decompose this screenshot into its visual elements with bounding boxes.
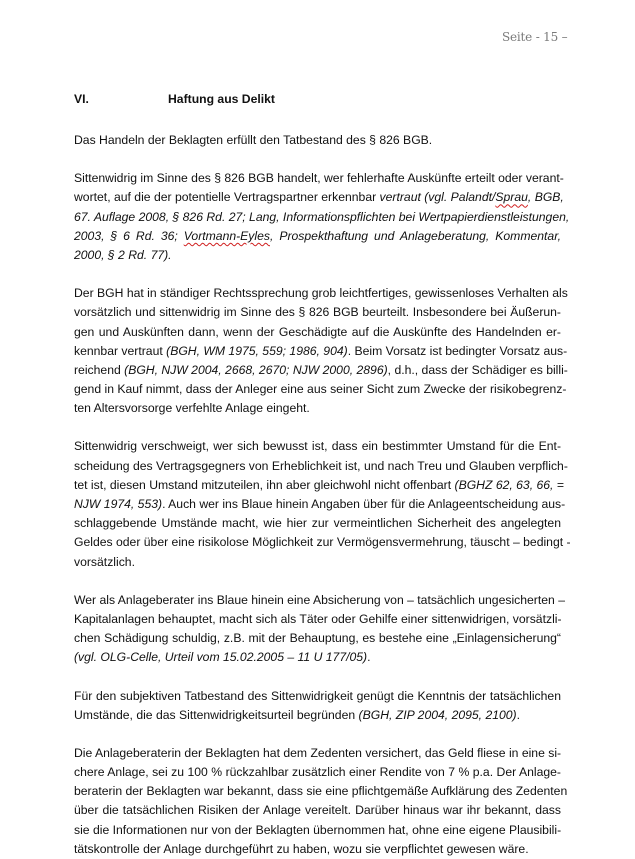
body-text: Für den subjektiven Tatbestand des Sittenwidrigkeit genügt die Kenntnis der tatsächlichen xyxy=(74,688,561,703)
body-text: Umstände, die das Sittenwidrigkeitsurteil begründen xyxy=(74,707,359,722)
body-text: Die Anlageberaterin der Beklagten hat dem Zedenten versichert, das Geld fliese in eine si- xyxy=(74,745,562,760)
paragraph xyxy=(74,437,571,571)
body-text: tätskontrolle der Anlage durchgeführt zu haben, wozu sie verpflichtet gewesen wäre. xyxy=(74,841,529,856)
spellcheck-flagged-word: Sprau xyxy=(495,190,528,205)
text-line xyxy=(74,457,568,476)
citation-text: 2000, § 2 Rd. 77). xyxy=(74,247,172,262)
body-text: kennbar vertraut xyxy=(74,343,167,358)
paragraph xyxy=(74,687,561,725)
citation-text: NJW 1974, 553) xyxy=(74,497,163,511)
text-line xyxy=(74,380,567,399)
text-line xyxy=(74,361,568,380)
body-text: tet ist, diesen Umstand mitzuteilen, ihn aber gleichwohl nicht offenbart xyxy=(74,477,455,492)
spacer xyxy=(74,112,561,131)
text-line xyxy=(74,629,561,648)
section-title: Haftung aus Delikt xyxy=(168,92,275,106)
text-line xyxy=(74,437,561,456)
citation-text: , Prospekthaftung und Anlageberatung, Kommentar, xyxy=(269,228,561,243)
text-line xyxy=(74,188,564,207)
citation-text: (BGHZ 62, 63, 66, = xyxy=(454,477,564,492)
body-text: ten Altersvorsorge verfehlte Anlage eingeht. xyxy=(74,401,310,416)
citation-text: (BGH, ZIP 2004, 2095, 2100) xyxy=(358,707,517,722)
text-line xyxy=(74,284,568,303)
spellcheck-flagged-word: Vortmann-Eyles xyxy=(183,228,270,243)
body-text: Sittenwidrig verschweigt, wer sich bewusst ist, dass ein bestimmter Umstand für die Ent- xyxy=(74,439,561,454)
text-line xyxy=(74,782,568,801)
body-text: schlaggebende Umstände macht, wie hier zur vermeintlichen Sicherheit des angelegten xyxy=(74,516,561,531)
text-line xyxy=(74,706,561,725)
text-line xyxy=(74,514,561,533)
spacer xyxy=(74,265,561,284)
text-line xyxy=(74,208,570,227)
text-line xyxy=(74,246,561,265)
body-text: . Beim Vorsatz ist bedingter Vorsatz aus- xyxy=(347,343,568,358)
paragraph xyxy=(74,744,568,859)
spacer xyxy=(74,150,561,169)
text-line xyxy=(74,648,561,667)
paragraphs xyxy=(74,131,571,859)
text-line xyxy=(74,169,564,188)
citation-text: 67. Auflage 2008, § 826 Rd. 27; Lang, Informationspflichten bei Wertpapierdienstleistungen, xyxy=(74,209,570,224)
paragraph xyxy=(74,591,565,668)
text-line xyxy=(74,495,566,514)
text-line xyxy=(74,131,561,150)
text-line xyxy=(74,399,561,418)
body-text: Der BGH hat in ständiger Rechtssprechung grob leichtfertiges, gewissenloses Verhalten als xyxy=(74,286,568,301)
text-line xyxy=(74,840,561,859)
body-text: . Auch wer ins Blaue hinein Angaben über für die Anlageentscheidung aus- xyxy=(162,497,566,511)
text-line xyxy=(74,476,564,495)
body-text: gend in Kauf nimmt, dass der Anleger eine aus seiner Sicht zum Zwecke der risikobegrenz- xyxy=(74,382,567,397)
text-line xyxy=(74,591,565,610)
body-text: beraterin der Beklagten war bekannt, dass sie eine pflichtgemäße Aufklärung des Zedenten xyxy=(74,784,568,799)
body-text: , d.h., dass der Schädiger es billi- xyxy=(387,362,568,377)
body-text: vorsätzlich und sittenwidrig im Sinne des § 826 BGB beurteilt. Insbesondere bei Äußerun- xyxy=(74,305,561,320)
spacer xyxy=(74,725,561,744)
text-line xyxy=(74,342,568,361)
body-text: Wer als Anlageberater ins Blaue hinein eine Absicherung von – tatsächlich ungesicherten – xyxy=(74,592,565,607)
body-text: gen und Auskünften dann, wenn der Geschädigte auf die Auskünfte des Handelnden er- xyxy=(74,324,561,339)
text-line xyxy=(74,610,561,629)
body-text: Kapitalanlagen behauptet, macht sich als Täter oder Gehilfe einer sittenwidrigen, vorsätzli- xyxy=(74,611,562,626)
paragraph xyxy=(74,284,568,418)
citation-text: (BGH, NJW 2004, 2668, 2670; NJW 2000, 2896) xyxy=(124,362,388,377)
body-text: Das Handeln der Beklagten erfüllt den Tatbestand des § 826 BGB. xyxy=(74,133,433,147)
page-number: Seite - 15 – xyxy=(502,30,568,44)
body-text: Sittenwidrig im Sinne des § 826 BGB handelt, wer fehlerhafte Auskünfte erteilt oder verant- xyxy=(74,171,564,186)
text-line xyxy=(74,687,561,706)
body-text: über die tatsächlichen Risiken der Anlage vereitelt. Darüber hinaus war ihr bekannt, dass xyxy=(74,803,561,818)
body-text: wortet, auf die der potentielle Vertragspartner erkennbar xyxy=(74,190,380,205)
text-line xyxy=(74,227,561,246)
text-line xyxy=(74,323,561,342)
citation-text: , BGB, xyxy=(527,190,564,205)
text-line xyxy=(74,801,561,820)
section-number: VI. xyxy=(74,92,89,106)
body-text: sie die Informationen nur von der Beklagten übernommen hat, ohne eine eigene Plausibili- xyxy=(74,822,562,837)
spacer xyxy=(74,418,561,437)
body-text: reichend xyxy=(74,362,125,377)
body-text: vorsätzlich. xyxy=(74,554,135,569)
citation-text: 2003, § 6 Rd. 36; xyxy=(74,228,184,243)
text-line xyxy=(74,303,561,322)
citation-text: vertraut (vgl. Palandt/ xyxy=(379,190,496,205)
citation-text: (vgl. OLG-Celle, Urteil vom 15.02.2005 – 11 U 177/05) xyxy=(74,650,368,665)
paragraph xyxy=(74,131,561,150)
body-text: . xyxy=(367,650,371,665)
text-line xyxy=(74,763,561,782)
citation-text: (BGH, WM 1975, 559; 1986, 904) xyxy=(166,343,348,358)
section-heading xyxy=(74,92,561,112)
text-line xyxy=(74,744,561,763)
paragraph xyxy=(74,169,570,265)
spacer xyxy=(74,572,561,591)
document-body xyxy=(74,92,571,859)
text-line xyxy=(74,821,561,840)
body-text: . xyxy=(516,707,521,722)
body-text: chere Anlage, sei zu 100 % rückzahlbar zusätzlich einer Rendite von 7 % p.a. Der Anlage- xyxy=(74,765,561,780)
body-text: Geldes oder über eine risikolose Möglichkeit zur Vermögensvermehrung, täuscht – bedingt - xyxy=(74,535,571,550)
body-text: chen Schädigung schuldig, z.B. mit der Behauptung, es bestehe eine „Einlagensicherung“ xyxy=(74,631,561,646)
spacer xyxy=(74,668,561,687)
text-line xyxy=(74,553,561,572)
text-line xyxy=(74,533,571,552)
body-text: scheidung des Vertragsgegners von Erheblichkeit ist, und nach Treu und Glauben verpflich- xyxy=(74,458,568,473)
